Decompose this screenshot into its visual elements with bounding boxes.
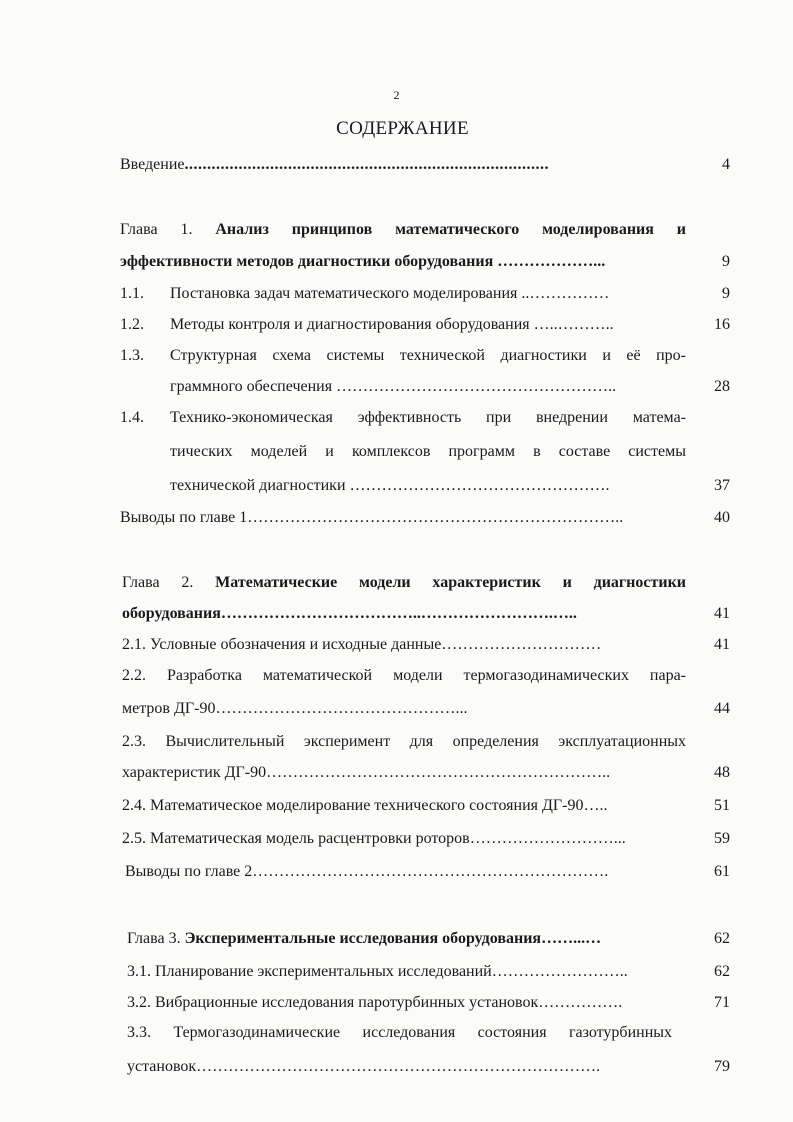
toc-item-page: 9 (722, 285, 730, 302)
ch1-heading-line2 (120, 252, 686, 272)
ch2-heading (122, 573, 686, 593)
toc-item-text-line1: 2.2. Разработка математической модели термогазодинамических пара- (122, 667, 686, 684)
ch1-heading (120, 220, 686, 240)
toc-item-text-line1: Технико-экономическая эффективность при внедрении матема- (170, 409, 686, 426)
ch2-page: 41 (714, 605, 730, 622)
toc-item-page: 44 (714, 700, 730, 717)
toc-item-page: 28 (714, 378, 730, 395)
toc-item-dots: ……………………………………………………….. (266, 764, 611, 781)
ch1-summary-page: 40 (714, 509, 730, 526)
toc-item-page: 41 (714, 636, 730, 653)
toc-item-dots: …………………………………………….. (332, 378, 617, 395)
ch2-heading-dots: ………………………………..…………………….….. (220, 605, 577, 622)
toc-item-3-2 (127, 993, 686, 1013)
ch2-prefix: Глава 2. (122, 574, 194, 591)
toc-item-3-1 (127, 962, 686, 982)
toc-item-2-2 (122, 666, 686, 686)
toc-item-2-2-cont (122, 699, 686, 719)
toc-item-page: 59 (714, 830, 730, 847)
ch2-summary-dots: …………………………………………………………. (252, 863, 609, 880)
toc-item-page: 62 (714, 963, 730, 980)
page-title: СОДЕРЖАНИЕ (336, 118, 469, 139)
toc-item-text-line1: 3.3. Термогазодинамические исследования состояния газотурбинных (127, 1024, 672, 1041)
toc-item-num: 1.1. (120, 285, 144, 302)
ch1-heading-line2-text: эффективности методов диагностики оборудования (120, 253, 494, 270)
ch1-summary-text: Выводы по главе 1 (120, 509, 248, 526)
ch3-heading-dots: ……...… (541, 930, 602, 947)
toc-item-2-5 (122, 829, 686, 849)
toc-item-page: 16 (714, 316, 730, 333)
ch1-heading-line1: Анализ принципов математического моделирования и (215, 221, 687, 238)
toc-item-text-line2: тических моделей и комплексов программ в составе системы (170, 443, 686, 460)
page-number: 2 (393, 88, 400, 102)
toc-item-2-1 (122, 635, 686, 655)
toc-intro (120, 155, 680, 175)
ch2-heading-line1: Математические модели характеристик и диагностики (215, 574, 687, 591)
ch2-summary (125, 862, 686, 882)
toc-item-text: 3.2. Вибрационные исследования паротурбинных установок (127, 994, 539, 1011)
toc-item-1-3-cont (170, 377, 686, 397)
toc-item-num: 1.2. (120, 316, 144, 333)
toc-item-page: 48 (714, 764, 730, 781)
toc-intro-page: 4 (722, 156, 730, 173)
toc-item-num: 1.3. (120, 347, 144, 364)
toc-item-text: 3.1. Планирование экспериментальных исследований (127, 963, 492, 980)
toc-item-text-line1: Структурная схема системы технической диагностики и её про- (170, 347, 686, 364)
toc-item-text: 2.4. Математическое моделирование технического состояния ДГ-90 (122, 797, 584, 814)
toc-item-page: 51 (714, 797, 730, 814)
toc-intro-text: Введение (120, 156, 185, 173)
ch1-heading-dots: ………………... (493, 253, 606, 270)
toc-item-page: 79 (714, 1058, 730, 1075)
ch3-prefix: Глава 3. (127, 930, 181, 947)
toc-item-text-line2: характеристик ДГ-90 (122, 764, 267, 781)
toc-item-text-line3: технической диагностики (170, 477, 346, 494)
toc-item-page: 71 (714, 994, 730, 1011)
toc-item-2-3-cont (122, 763, 686, 783)
toc-item-text-line2: метров ДГ-90 (122, 700, 216, 717)
toc-item-text: 2.1. Условные обозначения и исходные данные (122, 636, 442, 653)
toc-item-text: Методы контроля и диагностирования оборудования (170, 316, 530, 333)
toc-item-text-line2: установок (127, 1058, 197, 1075)
toc-item-text: Постановка задач математического моделирования (170, 285, 518, 302)
ch3-heading (127, 929, 686, 949)
ch2-heading-line2 (122, 604, 686, 624)
toc-item-2-4 (122, 796, 686, 816)
toc-item-dots: ……………. (538, 994, 623, 1011)
ch2-summary-text: Выводы по главе 2 (125, 863, 253, 880)
toc-item-dots: …………………………………………………………………. (196, 1058, 601, 1075)
toc-item-3-3-cont (127, 1057, 686, 1077)
ch2-heading-line2-text: оборудования (122, 605, 221, 622)
ch1-summary-dots: …………………………………………………………….. (247, 509, 624, 526)
toc-item-num: 1.4. (120, 409, 144, 426)
toc-item-text-line2: граммного обеспечения (170, 378, 333, 395)
toc-item-3-3 (127, 1023, 672, 1043)
toc-item-1-4-cont2 (170, 476, 686, 496)
toc-item-dots: ………………………………………... (215, 700, 468, 717)
toc-item-page: 37 (714, 477, 730, 494)
toc-item-text-line1: 2.3. Вычислительный эксперимент для определения эксплуатационных (122, 733, 686, 750)
toc-item-2-3 (122, 732, 686, 752)
toc-intro-dots: ................................................................................. (184, 156, 549, 173)
toc-item-dots: ………………………… (441, 636, 602, 653)
toc-item-dots: …………………………………………. (345, 477, 610, 494)
toc-item-1-4-cont1 (170, 442, 686, 462)
ch3-page: 62 (714, 930, 730, 947)
toc-item-dots: …………………….. (491, 963, 628, 980)
toc-item-dots: ………………………... (469, 830, 626, 847)
ch1-summary (120, 508, 686, 528)
toc-item-dots: ..…………… (517, 285, 610, 302)
ch1-page: 9 (722, 253, 730, 270)
toc-item-text: 2.5. Математическая модель расцентровки роторов (122, 830, 470, 847)
ch2-summary-page: 61 (714, 863, 730, 880)
toc-item-dots: …..……….. (529, 316, 614, 333)
ch3-heading-text: Экспериментальные исследования оборудования (184, 930, 542, 947)
ch1-prefix: Глава 1. (120, 221, 193, 238)
toc-item-dots: ….. (583, 797, 608, 814)
